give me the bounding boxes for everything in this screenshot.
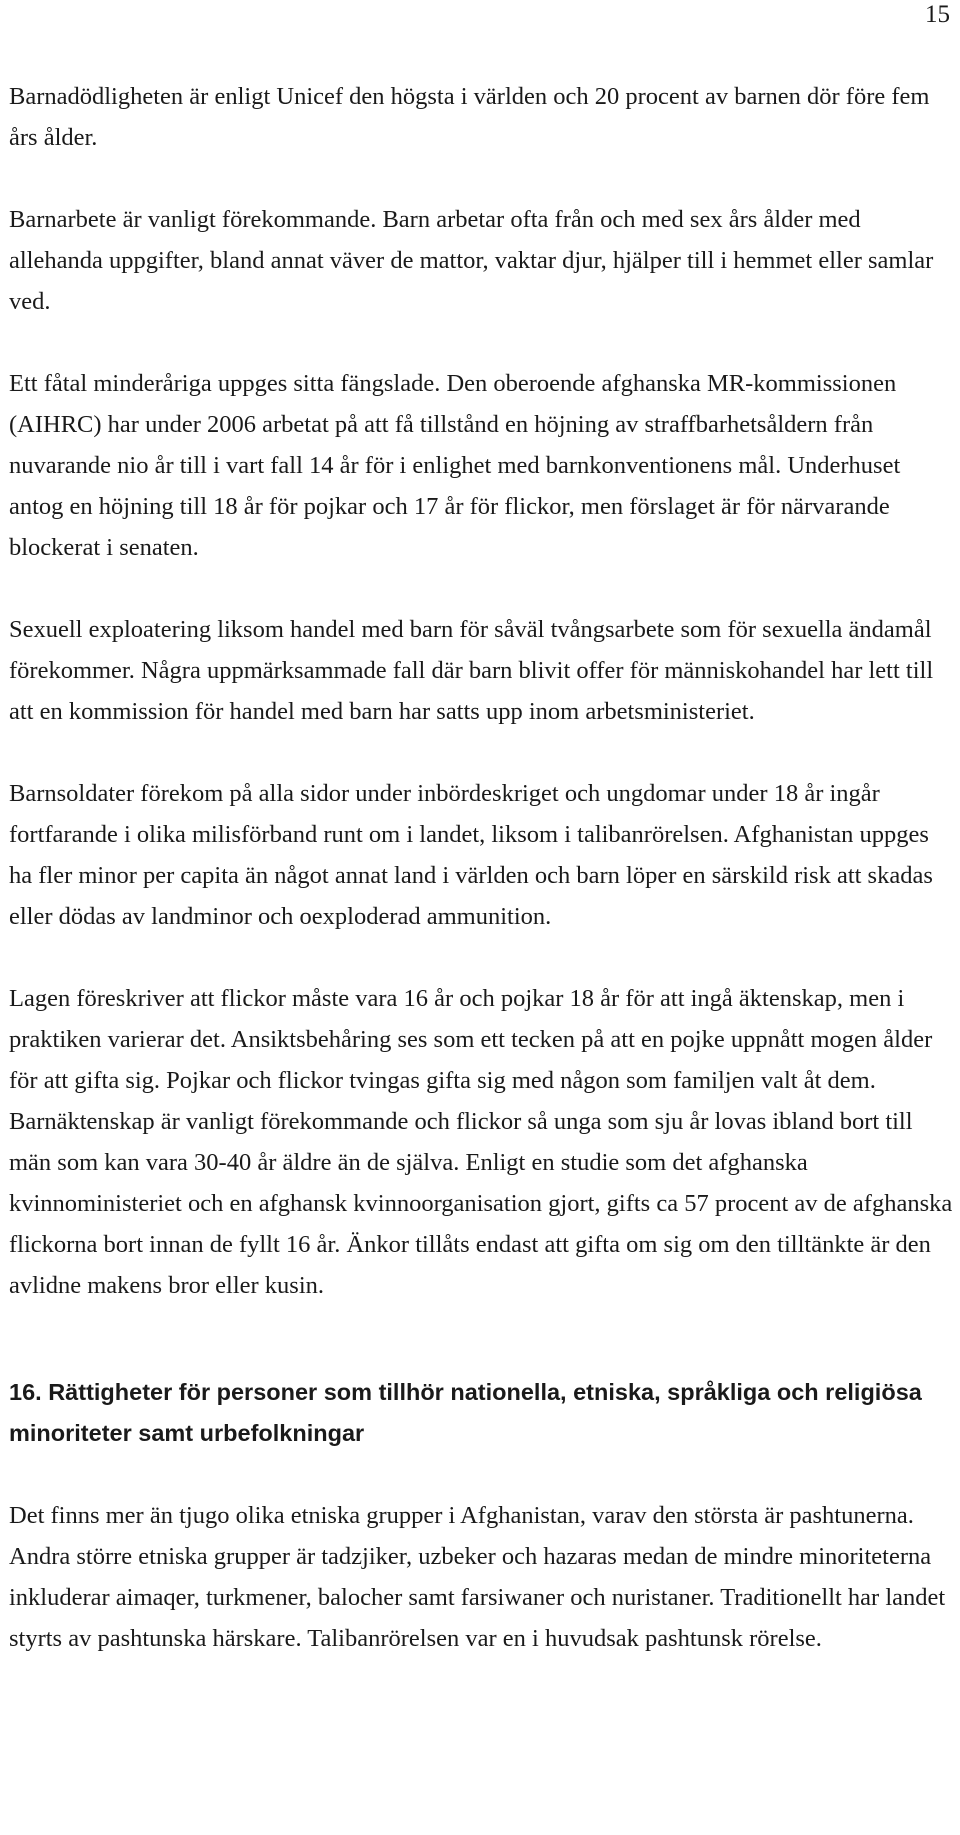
paragraph-marriage-age: Lagen föreskriver att flickor måste vara 16 år och pojkar 18 år för att ingå äktenskap, men i praktiken varierar det. Ansiktsbehåring ses som ett tecken på att en pojke uppnått mogen ålder för att gifta sig. Pojkar och flickor tvingas gifta sig med någon som familjen valt åt dem. Barnäktenskap är vanligt förekommande och flickor så unga som sju år lovas ibland bort till män som kan vara 30-40 år äldre än de själva. Enligt en studie som det afghanska kvinnoministeriet och en afghansk kvinnoorganisation gjort, gifts ca 57 procent av de afghanska flickorna bort innan de fyllt 16 år. Änkor tillåts endast att gifta om sig om den tilltänkte är den avlidne makens bror eller kusin. <box>9 985 953 1299</box>
paragraph-child-labour: Barnarbete är vanligt förekommande. Barn arbetar ofta från och med sex års ålder med allehanda uppgifter, bland annat väver de mattor, vaktar djur, hjälper till i hemmet eller samlar ved. <box>9 206 934 315</box>
page-number: 15 <box>925 1 950 28</box>
document-body <box>9 76 954 1659</box>
paragraph-child-mortality: Barnadödligheten är enligt Unicef den högsta i världen och 20 procent av barnen dör före fem års ålder. <box>9 83 930 151</box>
paragraph-child-soldiers: Barnsoldater förekom på alla sidor under inbördeskriget och ungdomar under 18 år ingår fortfarande i olika milisförband runt om i landet, liksom i talibanrörelsen. Afghanistan uppges ha fler minor per capita än något annat land i världen och barn löper en särskild risk att skadas eller dödas av landminor och oexploderad ammunition. <box>9 780 933 930</box>
section-heading: 16. Rättigheter för personer som tillhör nationella, etniska, språkliga och religiösa minoriteter samt urbefolkningar <box>9 1379 922 1446</box>
paragraph-ethnic-groups: Det finns mer än tjugo olika etniska grupper i Afghanistan, varav den största är pashtunerna. Andra större etniska grupper är tadzjiker, uzbeker och hazaras medan de mindre minoriteterna inkluderar aimaqer, turkmener, balocher samt farsiwaner och nuristaner. Traditionellt har landet styrts av pashtunska härskare. Talibanrörelsen var en i huvudsak pashtunsk rörelse. <box>9 1502 946 1652</box>
paragraph-detained-minors: Ett fåtal minderåriga uppges sitta fängslade. Den oberoende afghanska MR-kommissionen (AIHRC) har under 2006 arbetat på att få tillstånd en höjning av straffbarhetsåldern från nuvarande nio år till i vart fall 14 år för i enlighet med barnkonventionens mål. Underhuset antog en höjning till 18 år för pojkar och 17 år för flickor, men förslaget är för närvarande blockerat i senaten. <box>9 370 901 561</box>
paragraph-sexual-exploitation: Sexuell exploatering liksom handel med barn för såväl tvångsarbete som för sexuella ändamål förekommer. Några uppmärksammade fall där barn blivit offer för människohandel har lett till att en kommission för handel med barn har satts upp inom arbetsministeriet. <box>9 616 934 725</box>
